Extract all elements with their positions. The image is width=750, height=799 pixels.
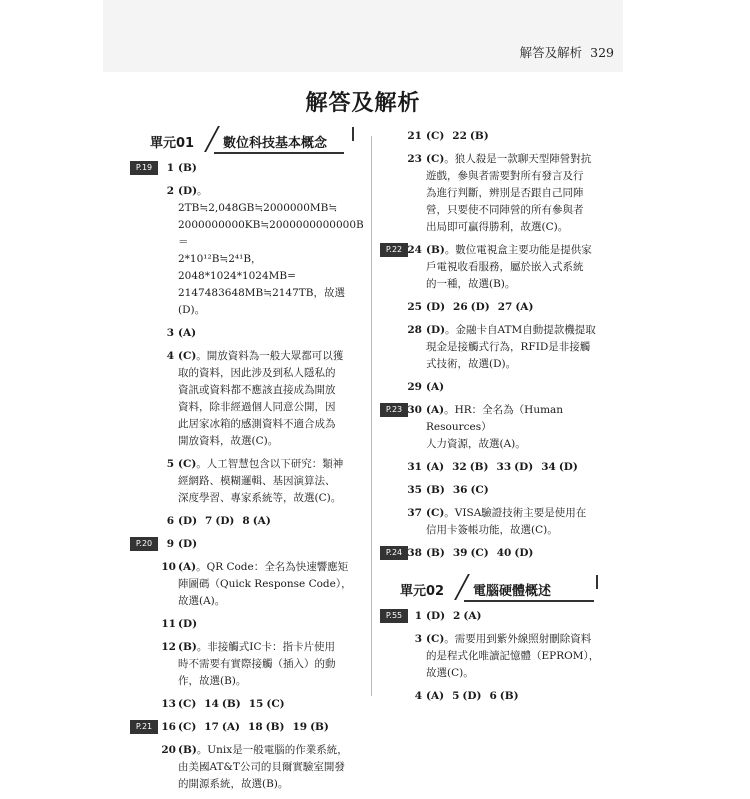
question-number: 5 [452, 690, 460, 702]
question-number: 40 [496, 547, 512, 559]
answer-cell [541, 461, 578, 473]
answer-body [178, 185, 362, 319]
answer-item [130, 696, 362, 713]
question-number: 27 [497, 301, 513, 313]
unit-cap [352, 127, 354, 141]
page-ref-badge: P.23 [380, 403, 408, 417]
question-number: 1 [166, 162, 174, 174]
answer-body [178, 641, 362, 690]
page-ref-badge: P.55 [380, 609, 408, 623]
answer-list [130, 160, 362, 793]
explanation-text: 陣圖碼（Quick Response Code）， [178, 578, 352, 590]
answer-choice: (A) [426, 461, 445, 473]
unit-label: 單元01 [150, 136, 195, 151]
explanation-text: 作，故選(B)。 [178, 675, 247, 687]
answer-cell [453, 610, 481, 622]
explanation-text: 。需要用到紫外線照射刪除資料 [444, 633, 592, 645]
page-ref-badge: P.21 [130, 720, 158, 734]
answer-item [130, 616, 362, 633]
explanation-text: 出局即可贏得勝利，故選(C)。 [426, 221, 569, 233]
unit-slash [204, 126, 220, 152]
answer-choice: (B) [265, 721, 285, 733]
answer-choice: (A) [426, 381, 445, 393]
answer-body [178, 561, 362, 610]
question-number: 16 [161, 721, 176, 733]
answer-cell [498, 301, 534, 313]
explanation-text: 。人工智慧包含以下研究：類神 [196, 458, 344, 470]
answer-body [178, 162, 197, 174]
answer-choice: (C) [178, 458, 197, 470]
answer-cell [426, 130, 444, 142]
answer-body [426, 633, 606, 682]
answer-cell [426, 461, 444, 473]
answer-choice: (B) [426, 484, 445, 496]
explanation-text: 式技術，故選(D)。 [426, 358, 517, 370]
answer-item [130, 719, 362, 736]
answer-body [426, 381, 444, 393]
answer-choice: (C) [426, 507, 445, 519]
answer-choice: (A) [178, 327, 197, 339]
question-number: 7 [205, 515, 213, 527]
question-number: 14 [204, 698, 219, 710]
question-number: 20 [161, 744, 176, 756]
answer-choice: (B) [469, 461, 489, 473]
answer-body [426, 244, 606, 293]
explanation-text: 遊戲，參與者需要對所有發言及行 [426, 170, 584, 182]
answer-row [426, 690, 527, 702]
unit-underline [464, 600, 594, 602]
explanation-text: 故選(C)。 [426, 667, 474, 679]
answer-choice: (C) [426, 130, 445, 142]
answer-choice: (C) [426, 633, 445, 645]
question-number: 4 [414, 690, 422, 702]
question-number: 30 [407, 404, 422, 416]
answer-choice: (B) [310, 721, 329, 733]
question-number: 4 [166, 350, 174, 362]
answer-item [380, 402, 606, 453]
answer-body [426, 153, 606, 236]
answer-cell [204, 721, 240, 733]
answer-choice: (C) [470, 484, 489, 496]
answer-item [130, 348, 362, 450]
question-number: 37 [407, 507, 422, 519]
question-number: 18 [248, 721, 263, 733]
unit-label: 單元02 [400, 584, 445, 599]
question-number: 39 [452, 547, 468, 559]
answer-item [380, 459, 606, 476]
answer-choice: (B) [178, 744, 197, 756]
explanation-text: 營，只要使不同陣營的所有參與者 [426, 204, 584, 216]
unit-name: 數位科技基本概念 [223, 136, 328, 151]
answer-choice: (D) [514, 547, 534, 559]
question-number: 13 [161, 698, 176, 710]
explanation-text: 。狼人殺是一款聊天型陣營對抗 [444, 153, 592, 165]
explanation-text: 。QR Code：全名為快速響應矩 [196, 561, 349, 573]
question-number: 25 [407, 301, 422, 313]
answer-choice: (D) [215, 515, 235, 527]
answer-cell [426, 547, 445, 559]
answer-cell [292, 721, 328, 733]
answer-choice: (C) [266, 698, 285, 710]
answer-choice: (A) [426, 690, 445, 702]
answer-row [426, 484, 497, 496]
answer-row [426, 461, 586, 473]
question-number: 12 [161, 641, 176, 653]
answer-body [178, 618, 197, 630]
answer-cell [452, 130, 488, 142]
explanation-text: 此居家冰箱的感測資料不適合成為 [178, 418, 336, 430]
answer-item [380, 545, 606, 562]
question-number: 2 [453, 610, 461, 622]
page-number: 329 [590, 45, 614, 60]
explanation-text: 的是程式化唯讀記憶體（EPROM）， [426, 650, 600, 662]
left-column [130, 128, 362, 799]
answer-cell [426, 301, 445, 313]
answer-choice: (B) [221, 698, 241, 710]
explanation-text: 。Unix是一般電腦的作業系統， [196, 744, 348, 756]
page-ref-badge: P.24 [380, 546, 408, 560]
explanation-text: 時不需要有實際接觸（插入）的動 [178, 658, 336, 670]
answer-choice: (A) [252, 515, 271, 527]
answer-cell [426, 484, 445, 496]
answer-choice: (C) [178, 698, 197, 710]
answer-choice: (D) [178, 618, 198, 630]
explanation-text: 深度學習、專家系統等，故選(C)。 [178, 492, 342, 504]
question-number: 10 [161, 561, 176, 573]
answer-body [178, 538, 197, 550]
answer-list [380, 608, 606, 705]
explanation-text: 現金是接觸式行為，RFID是非接觸 [426, 341, 591, 353]
explanation-text: 。開放資料為一般大眾都可以獲 [196, 350, 344, 362]
answer-choice: (D) [514, 461, 534, 473]
answer-choice: (A) [426, 404, 445, 416]
answer-choice: (D) [178, 538, 198, 550]
page-title: 解答及解析 [305, 91, 421, 116]
answer-item [130, 325, 362, 342]
answer-cell [178, 721, 196, 733]
unit-cap [596, 575, 598, 589]
answer-item [130, 160, 362, 177]
answer-choice: (B) [178, 641, 197, 653]
answer-cell [248, 721, 284, 733]
answer-list [380, 128, 606, 562]
answer-choice: (A) [221, 721, 241, 733]
answer-body [178, 458, 362, 507]
header-section: 解答及解析 [519, 45, 583, 60]
explanation-text: 信用卡簽帳功能，故選(C)。 [426, 524, 558, 536]
answer-cell [242, 515, 270, 527]
answer-row [426, 610, 489, 622]
answer-body [178, 744, 362, 793]
explanation-text: 。VISA驗證技術主要是使用在 [444, 507, 587, 519]
explanation-text: 2147483648MB≒2147TB，故選(D)。 [178, 287, 346, 316]
question-number: 9 [166, 538, 174, 550]
question-number: 24 [407, 244, 422, 256]
explanation-text: 。數位電視盒主要功能是提供家 [444, 244, 592, 256]
answer-cell [205, 515, 234, 527]
explanation-text: 資料，除非經過個人同意公開，因 [178, 401, 336, 413]
answer-item [380, 128, 606, 145]
question-number: 19 [292, 721, 308, 733]
answer-body [426, 324, 606, 373]
answer-item [380, 242, 606, 293]
answer-choice: (D) [426, 301, 446, 313]
answer-body [178, 350, 362, 450]
page-ref-badge: P.20 [130, 537, 158, 551]
answer-choice: (B) [178, 162, 197, 174]
unit-underline [214, 152, 344, 154]
column-divider [371, 136, 372, 696]
page-ref-badge: P.22 [380, 243, 408, 257]
question-number: 5 [166, 458, 174, 470]
explanation-text: 戶電視收看服務，屬於嵌入式系統 [426, 261, 584, 273]
question-number: 31 [407, 461, 422, 473]
explanation-text: 的一種，故選(B)。 [426, 278, 516, 290]
unit-heading [130, 128, 362, 154]
answer-body [426, 404, 606, 453]
answer-item [380, 688, 606, 705]
right-column [380, 128, 606, 711]
explanation-text: 資訊或資料都不應該直接成為開放 [178, 384, 336, 396]
question-number: 34 [541, 461, 556, 473]
question-number: 17 [204, 721, 219, 733]
question-number: 32 [452, 461, 467, 473]
question-number: 2 [166, 185, 174, 197]
answer-cell [249, 698, 285, 710]
answer-item [130, 456, 362, 507]
answer-choice: (C) [178, 721, 197, 733]
answer-item [380, 482, 606, 499]
answer-body [178, 327, 196, 339]
answer-item [380, 631, 606, 682]
question-number: 3 [414, 633, 422, 645]
question-number: 8 [242, 515, 250, 527]
question-number: 11 [161, 618, 176, 630]
explanation-text: 由美國AT&T公司的貝爾實驗室開發 [178, 761, 345, 773]
answer-item [130, 559, 362, 610]
question-number: 15 [248, 698, 264, 710]
answer-item [380, 322, 606, 373]
question-number: 23 [407, 153, 422, 165]
answer-cell [452, 461, 488, 473]
answer-choice: (D) [426, 324, 446, 336]
answer-body [426, 507, 606, 539]
answer-choice: (D) [178, 185, 198, 197]
answer-cell [489, 690, 518, 702]
explanation-text: 人力資源，故選(A)。 [426, 438, 526, 450]
answer-cell [497, 461, 534, 473]
answer-choice: (D) [470, 301, 490, 313]
answer-choice: (B) [426, 547, 445, 559]
answer-cell [452, 690, 481, 702]
question-number: 33 [496, 461, 512, 473]
answer-item [380, 379, 606, 396]
explanation-text: 。非接觸式IC卡：指卡片使用 [196, 641, 335, 653]
answer-row [426, 130, 497, 142]
question-number: 6 [166, 515, 174, 527]
answer-row [178, 698, 293, 710]
explanation-text: 故選(A)。 [178, 595, 226, 607]
answer-choice: (C) [426, 153, 445, 165]
answer-cell [453, 484, 489, 496]
answer-item [130, 183, 362, 319]
question-number: 6 [489, 690, 497, 702]
answer-row [178, 515, 279, 527]
question-number: 26 [453, 301, 468, 313]
question-number: 22 [452, 130, 467, 142]
answer-cell [426, 690, 444, 702]
explanation-text: 為進行判斷，辨別是否跟自己同陣 [426, 187, 584, 199]
answer-choice: (A) [463, 610, 482, 622]
answer-item [130, 639, 362, 690]
answer-choice: (B) [426, 244, 445, 256]
answer-choice: (D) [558, 461, 578, 473]
answer-cell [204, 698, 240, 710]
explanation-text: 開放資料，故選(C)。 [178, 435, 279, 447]
answer-cell [178, 515, 197, 527]
answer-choice: (C) [470, 547, 489, 559]
answer-cell [453, 301, 490, 313]
answer-cell [426, 610, 445, 622]
answer-choice: (A) [178, 561, 197, 573]
answer-choice: (A) [515, 301, 534, 313]
answer-choice: (D) [178, 515, 198, 527]
question-number: 38 [407, 547, 422, 559]
unit-slash [454, 574, 470, 600]
answer-item [380, 505, 606, 539]
answer-cell [453, 547, 489, 559]
question-number: 29 [407, 381, 422, 393]
question-number: 36 [452, 484, 468, 496]
page-ref-badge: P.19 [130, 161, 158, 175]
explanation-text: 。2TB≒2,048GB≒2000000MB≒ [178, 185, 338, 214]
answer-choice: (B) [469, 130, 489, 142]
answer-choice: (C) [178, 350, 197, 362]
explanation-text: 2*10¹²B≒2⁴¹B，2048*1024*1024MB= [178, 253, 296, 282]
question-number: 21 [407, 130, 422, 142]
running-header [520, 43, 614, 61]
answer-row [426, 547, 541, 559]
unit-name: 電腦硬體概述 [473, 584, 552, 599]
explanation-text: 。HR：全名為（Human Resources） [426, 404, 564, 433]
question-number: 3 [166, 327, 174, 339]
answer-cell [497, 547, 534, 559]
explanation-text: 。金融卡自ATM自動提款機提取 [445, 324, 596, 336]
answer-row [426, 301, 541, 313]
question-number: 28 [407, 324, 422, 336]
answer-item [380, 299, 606, 316]
explanation-text: 經網路、模糊邏輯、基因演算法、 [178, 475, 336, 487]
answer-choice: (B) [499, 690, 519, 702]
answer-item [380, 151, 606, 236]
explanation-text: 取的資料，因此涉及到私人隱私的 [178, 367, 336, 379]
explanation-text: 的開源系統，故選(B)。 [178, 778, 289, 790]
answer-item [380, 608, 606, 625]
answer-cell [178, 698, 196, 710]
answer-item [130, 513, 362, 530]
answer-choice: (D) [426, 610, 446, 622]
answer-item [130, 536, 362, 553]
answer-choice: (D) [462, 690, 482, 702]
explanation-text: 2000000000KB≒2000000000000B＝ [178, 219, 364, 248]
question-number: 35 [407, 484, 422, 496]
question-number: 1 [414, 610, 422, 622]
answer-row [178, 721, 337, 733]
unit-heading [380, 576, 606, 602]
